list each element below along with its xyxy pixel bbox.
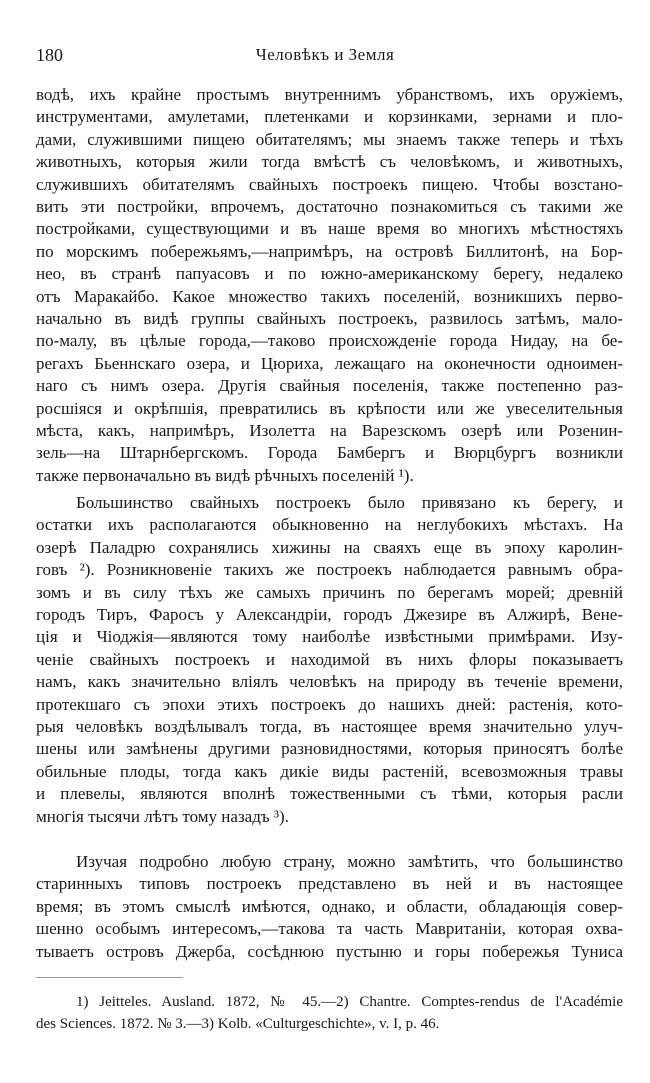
text-line: рыя человѣкъ воздѣлывалъ тогда, въ настоящее время значительно улуч-: [36, 717, 623, 736]
text-line: тываетъ островъ Джерба, сосѣднюю пустыню и горы побережья Туниса: [36, 941, 623, 961]
text-line: отъ Маракайбо. Какое множество такихъ поселеній, возникшихъ перво-: [36, 286, 623, 306]
text-line: протекшаго съ эпохи этихъ построекъ до нашихъ дней: растенія, кото-: [36, 694, 623, 714]
text-line: обильные плоды, тогда какъ дикіе виды растеній, всевозможныя травы: [36, 761, 623, 781]
text-line: дами, служившими пищею обитателямъ; мы знаемъ также теперь и тѣхъ: [36, 129, 623, 149]
text-line: говъ ²). Розникновеніе такихъ же построекъ наблюдается равнымъ обра-: [36, 560, 623, 580]
text-line: и плевелы, являются вполнѣ тожественными съ тѣми, которыя расли: [36, 784, 623, 804]
text-line: озерѣ Паладрю сохранялись хижины на сваяхъ еще въ эпоху каролин-: [36, 537, 623, 557]
text-line: шенно особымъ интересомъ,—такова та часть Мавританіи, которая охва-: [36, 919, 623, 939]
text-line: регахъ Бьеннскаго озера, и Цюриха, лежащаго на оконечности одноимен-: [36, 353, 623, 373]
running-title: Человѣкъ и Земля: [255, 45, 395, 64]
text-line: городъ Тиръ, Фаросъ у Александріи, городъ Джезире въ Алжирѣ, Вене-: [36, 605, 623, 624]
text-line: нео, въ странѣ папуасовъ и по южно-американскому берегу, недалеко: [36, 264, 623, 284]
text-line: вить эти постройки, впрочемъ, достаточно познакомиться съ такими же: [36, 197, 623, 216]
text-line: многія тысячи лѣтъ тому назадъ ³).: [36, 806, 289, 826]
text-line: водѣ, ихъ крайне простымъ внутреннимъ убранствомъ, ихъ оружіемъ,: [36, 85, 623, 104]
text-line: ція и Чіоджія—являются тому наиболѣе извѣстными примѣрами. Изу-: [36, 627, 623, 647]
text-line: остатки ихъ располагаются обыкновенно на неглубокихъ мѣстахъ. На: [36, 515, 623, 535]
text-line: также первоначально въ видѣ рѣчныхъ поселеній ¹).: [36, 465, 414, 485]
footnote-rule: [36, 977, 183, 978]
text-line: зель—на Штарнбергскомъ. Города Бамбергъ и Вюрцбургъ возникли: [36, 443, 623, 463]
text-line: время; въ этомъ смыслѣ имѣются, однако, и области, обладающія совер-: [36, 896, 623, 916]
text-line: ченіе свайныхъ построекъ и находимой въ нихъ флоры показываетъ: [36, 649, 623, 669]
text-line: зомъ и въ силу тѣхъ же самыхъ причинъ по берегамъ морей; древній: [36, 582, 623, 602]
text-line: росшіяся и окрѣпшія, превратились въ крѣпости или же увеселительныя: [36, 398, 623, 418]
text-line: Большинство свайныхъ построекъ было привязано къ берегу, и: [76, 493, 623, 512]
text-line: старинныхъ типовъ построекъ представлено въ ней и въ настоящее: [36, 874, 623, 894]
text-line: мѣста, какъ, напримѣръ, Изолетта на Варезскомъ озерѣ или Розенин-: [36, 421, 623, 440]
text-line: по-малу, въ цѣлые города,—таково происхожденіе города Нидау, на бе-: [36, 331, 623, 351]
text-line: Изучая подробно любую страну, можно замѣтить, что большинство: [76, 852, 623, 871]
text-line: намъ, какъ значительно вліялъ человѣкъ на природу въ теченіе времени,: [36, 672, 623, 692]
text-line: инструментами, амулетами, плетенками и корзинками, зернами и пло-: [36, 107, 623, 127]
text-line: наго съ нимъ озера. Другія свайныя поселенія, также постепенно раз-: [36, 376, 623, 396]
text-line: животныхъ, которыя жили тогда вмѣстѣ съ человѣкомъ, и животныхъ,: [36, 152, 623, 172]
footnote-line: des Sciences. 1872. № 3.—3) Kolb. «Culturgeschichte», v. I, p. 46.: [36, 1016, 440, 1032]
page-number: 180: [36, 45, 63, 65]
text-line: начально въ видѣ группы свайныхъ построекъ, развилось затѣмъ, мало-: [36, 309, 623, 328]
text-line: постройками, существующими и въ наше время во многихъ мѣстностяхъ: [36, 219, 623, 239]
footnote-line: 1) Jeitteles. Ausland. 1872, № 45.—2) Chantre. Comptes-rendus de l'Académie: [76, 994, 623, 1010]
text-line: служившихъ обитателямъ свайныхъ построекъ пищею. Чтобы возстано-: [36, 174, 623, 194]
text-line: шены или замѣнены другими разновидностями, которыя приносятъ болѣе: [36, 739, 623, 759]
text-line: по морскимъ побережьямъ,—напримѣръ, на островѣ Биллитонѣ, на Бор-: [36, 241, 623, 261]
